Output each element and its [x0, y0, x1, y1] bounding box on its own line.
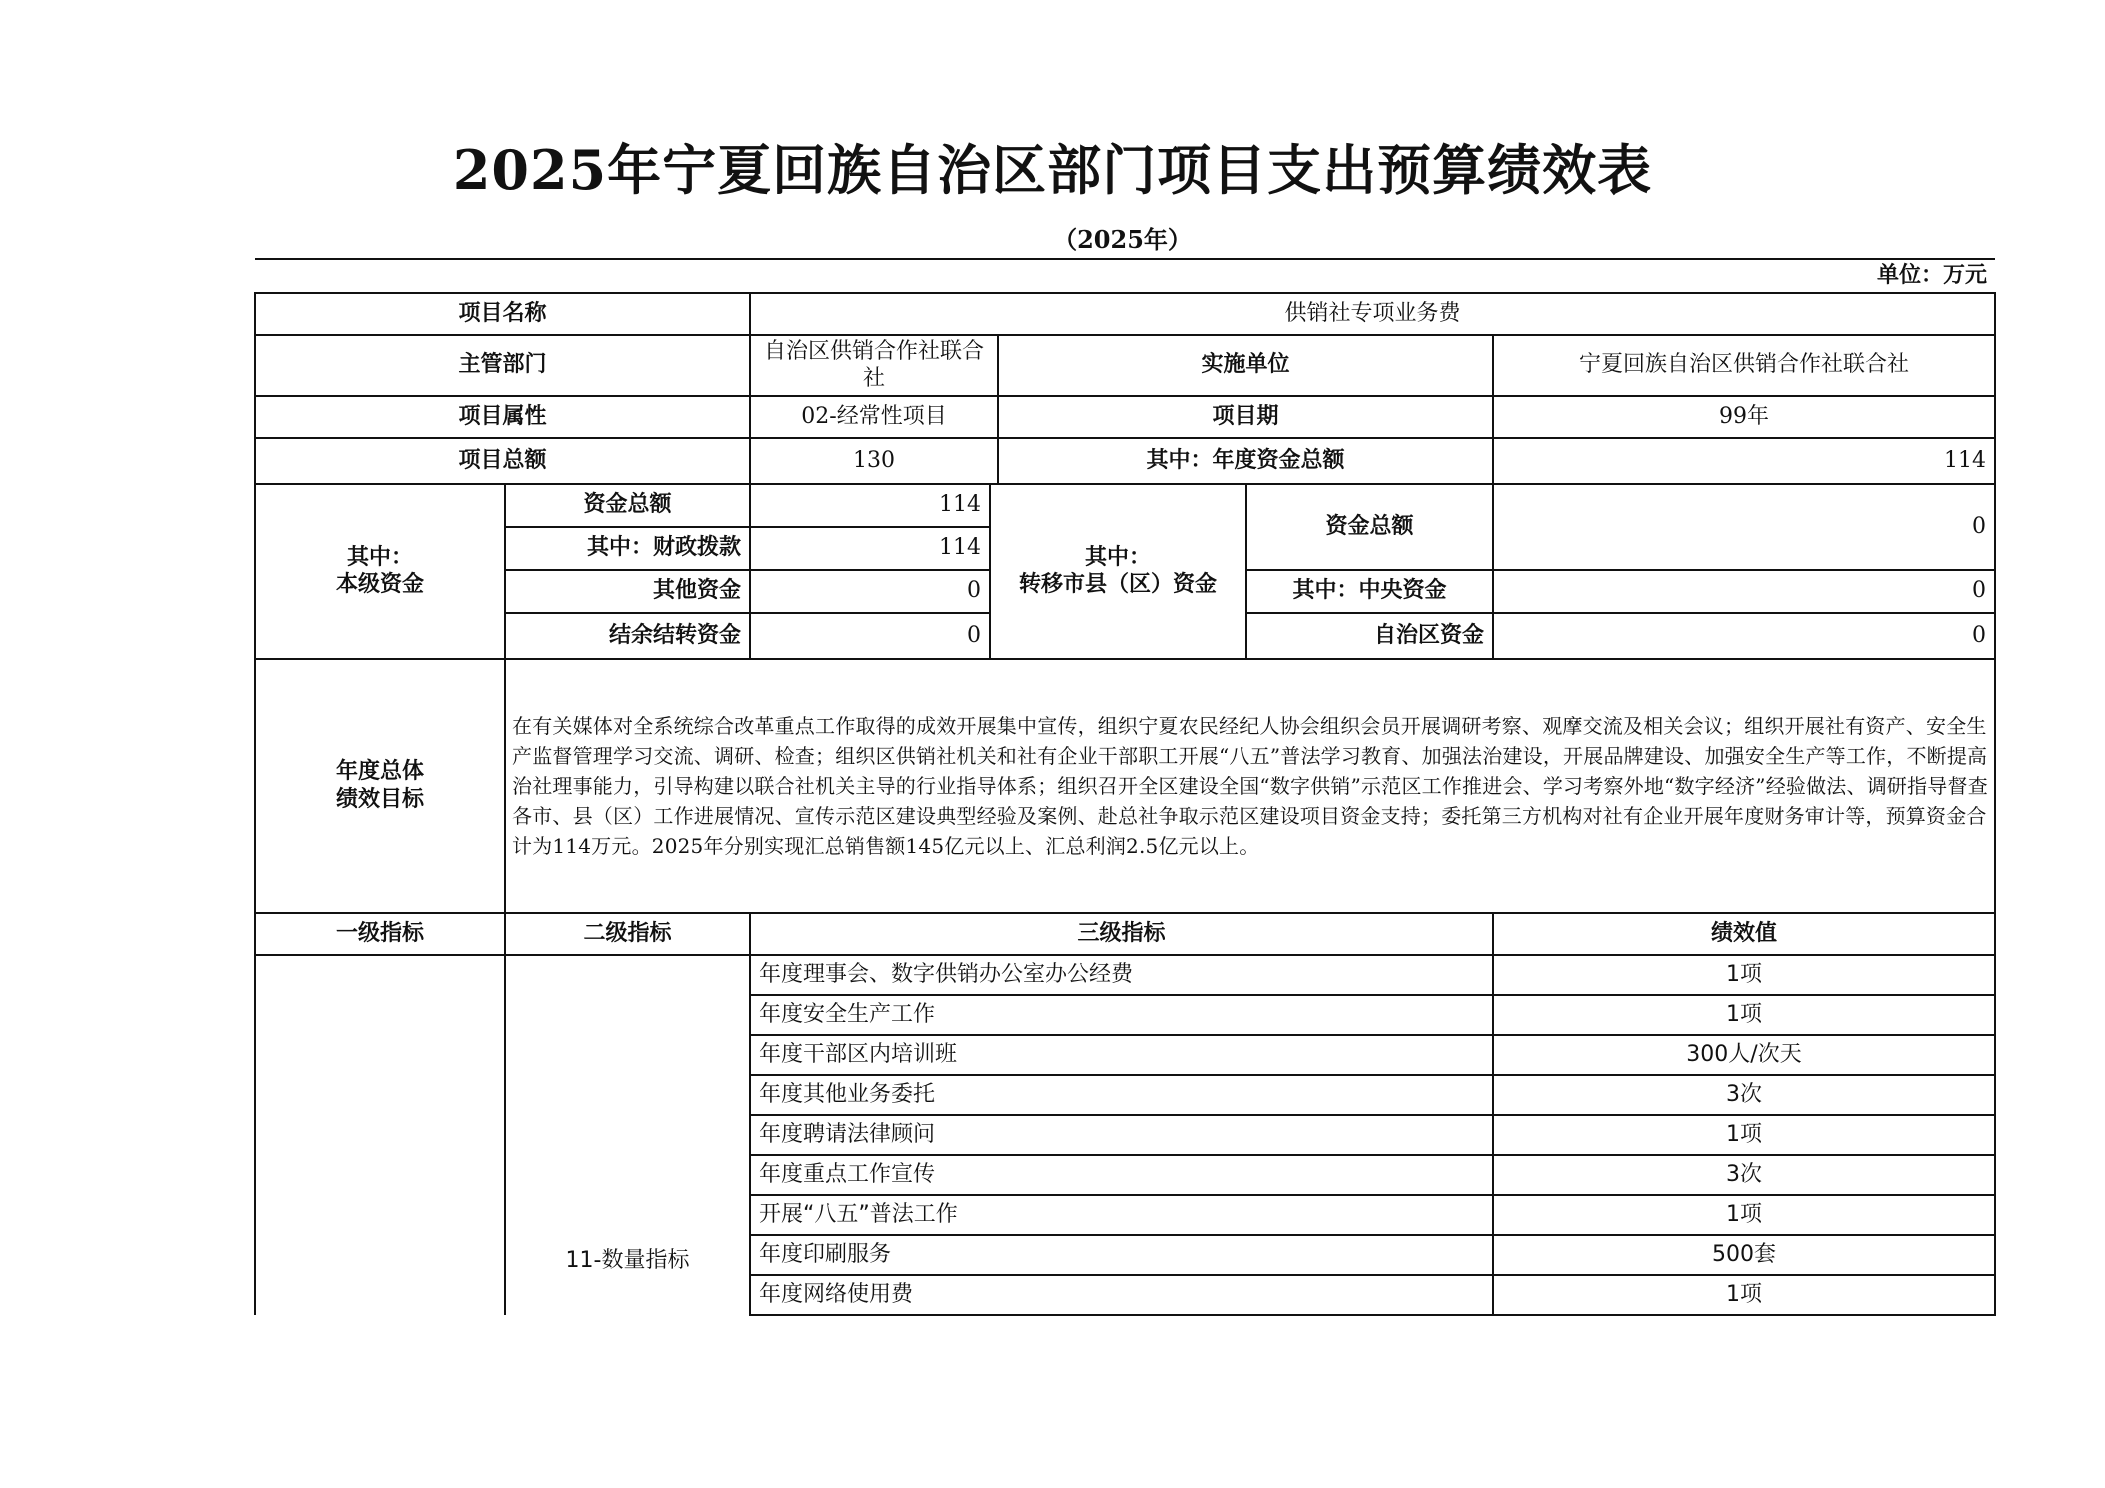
- page-title: 2025年宁夏回族自治区部门项目支出预算绩效表: [452, 138, 1653, 202]
- level1-cell: [255, 955, 505, 1315]
- project-total-value: 130: [750, 438, 998, 484]
- transfer-total-label: 资金总额: [1246, 484, 1493, 570]
- indicator-value: 1项: [1493, 955, 1995, 995]
- transfer-total-value: 0: [1493, 484, 1995, 570]
- project-period-label: 项目期: [998, 396, 1493, 438]
- local-other-label: 其他资金: [505, 570, 750, 613]
- local-funds-group: [255, 484, 505, 659]
- local-total-label: 资金总额: [505, 484, 750, 527]
- transfer-funds-label-2: 转移市县（区）资金: [1018, 571, 1217, 597]
- indicator-value: 1项: [1493, 1115, 1995, 1155]
- dept-value: 自治区供销合作社联合社: [750, 335, 998, 396]
- local-other-value: 0: [750, 570, 990, 613]
- local-fiscal-value: 114: [750, 527, 990, 570]
- page-subtitle: （2025年）: [1053, 225, 1192, 254]
- table-row: [255, 955, 1995, 995]
- goal-label-2: 绩效目标: [335, 785, 424, 812]
- local-carryover-value: 0: [750, 613, 990, 659]
- project-total-label: 项目总额: [255, 438, 750, 484]
- local-funds-label-1: 其中：: [346, 543, 413, 570]
- indicator-col3-header: 三级指标: [750, 913, 1493, 955]
- goal-text: 在有关媒体对全系统综合改革重点工作取得的成效开展集中宣传，组织宁夏农民经纪人协会组织会员开展调研考察、观摩交流及相关会议；组织开展社有资产、安全生产监督管理学习交流、调研、检查；组织区供销社机关和社有企业干部职工开展“八五”普法学习教育、加强法治建设，开展品牌建设、加强安全生产等工作，不断提高治社理事能力，引导构建以联合社机关主导的行业指导体系；组织召开全区建设全国“数字供销”示范区工作推进会、学习考察外地“数字经济”经验做法、调研指导督查各市、县（区）工作进展情况、宣传示范区建设典型经验及案例、赴总社争取示范区建设项目资金支持；委托第三方机构对社有企业开展年度财务审计等，预算资金合计为114万元。2025年分别实现汇总销售额145亿元以上、汇总利润2.5亿元以上。: [505, 659, 1995, 913]
- indicator-name: 年度其他业务委托: [750, 1075, 1493, 1115]
- indicator-name: 年度印刷服务: [750, 1235, 1493, 1275]
- dept-label: 主管部门: [255, 335, 750, 396]
- local-total-value: 114: [750, 484, 990, 527]
- indicator-name: 年度网络使用费: [750, 1275, 1493, 1315]
- project-attr-value: 02-经常性项目: [750, 396, 998, 438]
- indicator-value: 1项: [1493, 1195, 1995, 1235]
- indicator-name: 年度理事会、数字供销办公室办公经费: [750, 955, 1493, 995]
- indicator-value: 1项: [1493, 995, 1995, 1035]
- indicator-name: 年度聘请法律顾问: [750, 1115, 1493, 1155]
- goal-label: [255, 659, 505, 913]
- indicator-value: 3次: [1493, 1155, 1995, 1195]
- indicator-col4-header: 绩效值: [1493, 913, 1995, 955]
- goal-label-1: 年度总体: [335, 758, 424, 784]
- indicator-name: 年度安全生产工作: [750, 995, 1493, 1035]
- transfer-central-label: 其中：中央资金: [1246, 570, 1493, 613]
- budget-table: [254, 258, 1996, 1316]
- project-name-label: 项目名称: [255, 293, 750, 335]
- annual-total-value: 114: [1493, 438, 1995, 484]
- project-name-value: 供销社专项业务费: [750, 293, 1995, 335]
- annual-total-label: 其中：年度资金总额: [998, 438, 1493, 484]
- indicator-name: 年度重点工作宣传: [750, 1155, 1493, 1195]
- indicator-col1-header: 一级指标: [255, 913, 505, 955]
- transfer-central-value: 0: [1493, 570, 1995, 613]
- transfer-funds-label-1: 其中：: [1084, 543, 1151, 570]
- indicator-col2-header: 二级指标: [505, 913, 750, 955]
- indicator-name: 年度干部区内培训班: [750, 1035, 1493, 1075]
- local-fiscal-label: 其中：财政拨款: [505, 527, 750, 570]
- level2-cell: 11-数量指标: [505, 955, 750, 1315]
- project-attr-label: 项目属性: [255, 396, 750, 438]
- indicator-value: 500套: [1493, 1235, 1995, 1275]
- transfer-region-value: 0: [1493, 613, 1995, 659]
- indicator-value: 3次: [1493, 1075, 1995, 1115]
- indicator-value: 1项: [1493, 1275, 1995, 1315]
- indicator-value: 300人/次天: [1493, 1035, 1995, 1075]
- indicator-name: 开展“八五”普法工作: [750, 1195, 1493, 1235]
- unit-label: 单位：万元: [255, 259, 1995, 293]
- project-period-value: 99年: [1493, 396, 1995, 438]
- local-funds-label-2: 本级资金: [335, 571, 424, 597]
- impl-unit-label: 实施单位: [998, 335, 1493, 396]
- impl-unit-value: 宁夏回族自治区供销合作社联合社: [1493, 335, 1995, 396]
- transfer-funds-group: [990, 484, 1246, 659]
- transfer-region-label: 自治区资金: [1246, 613, 1493, 659]
- local-carryover-label: 结余结转资金: [505, 613, 750, 659]
